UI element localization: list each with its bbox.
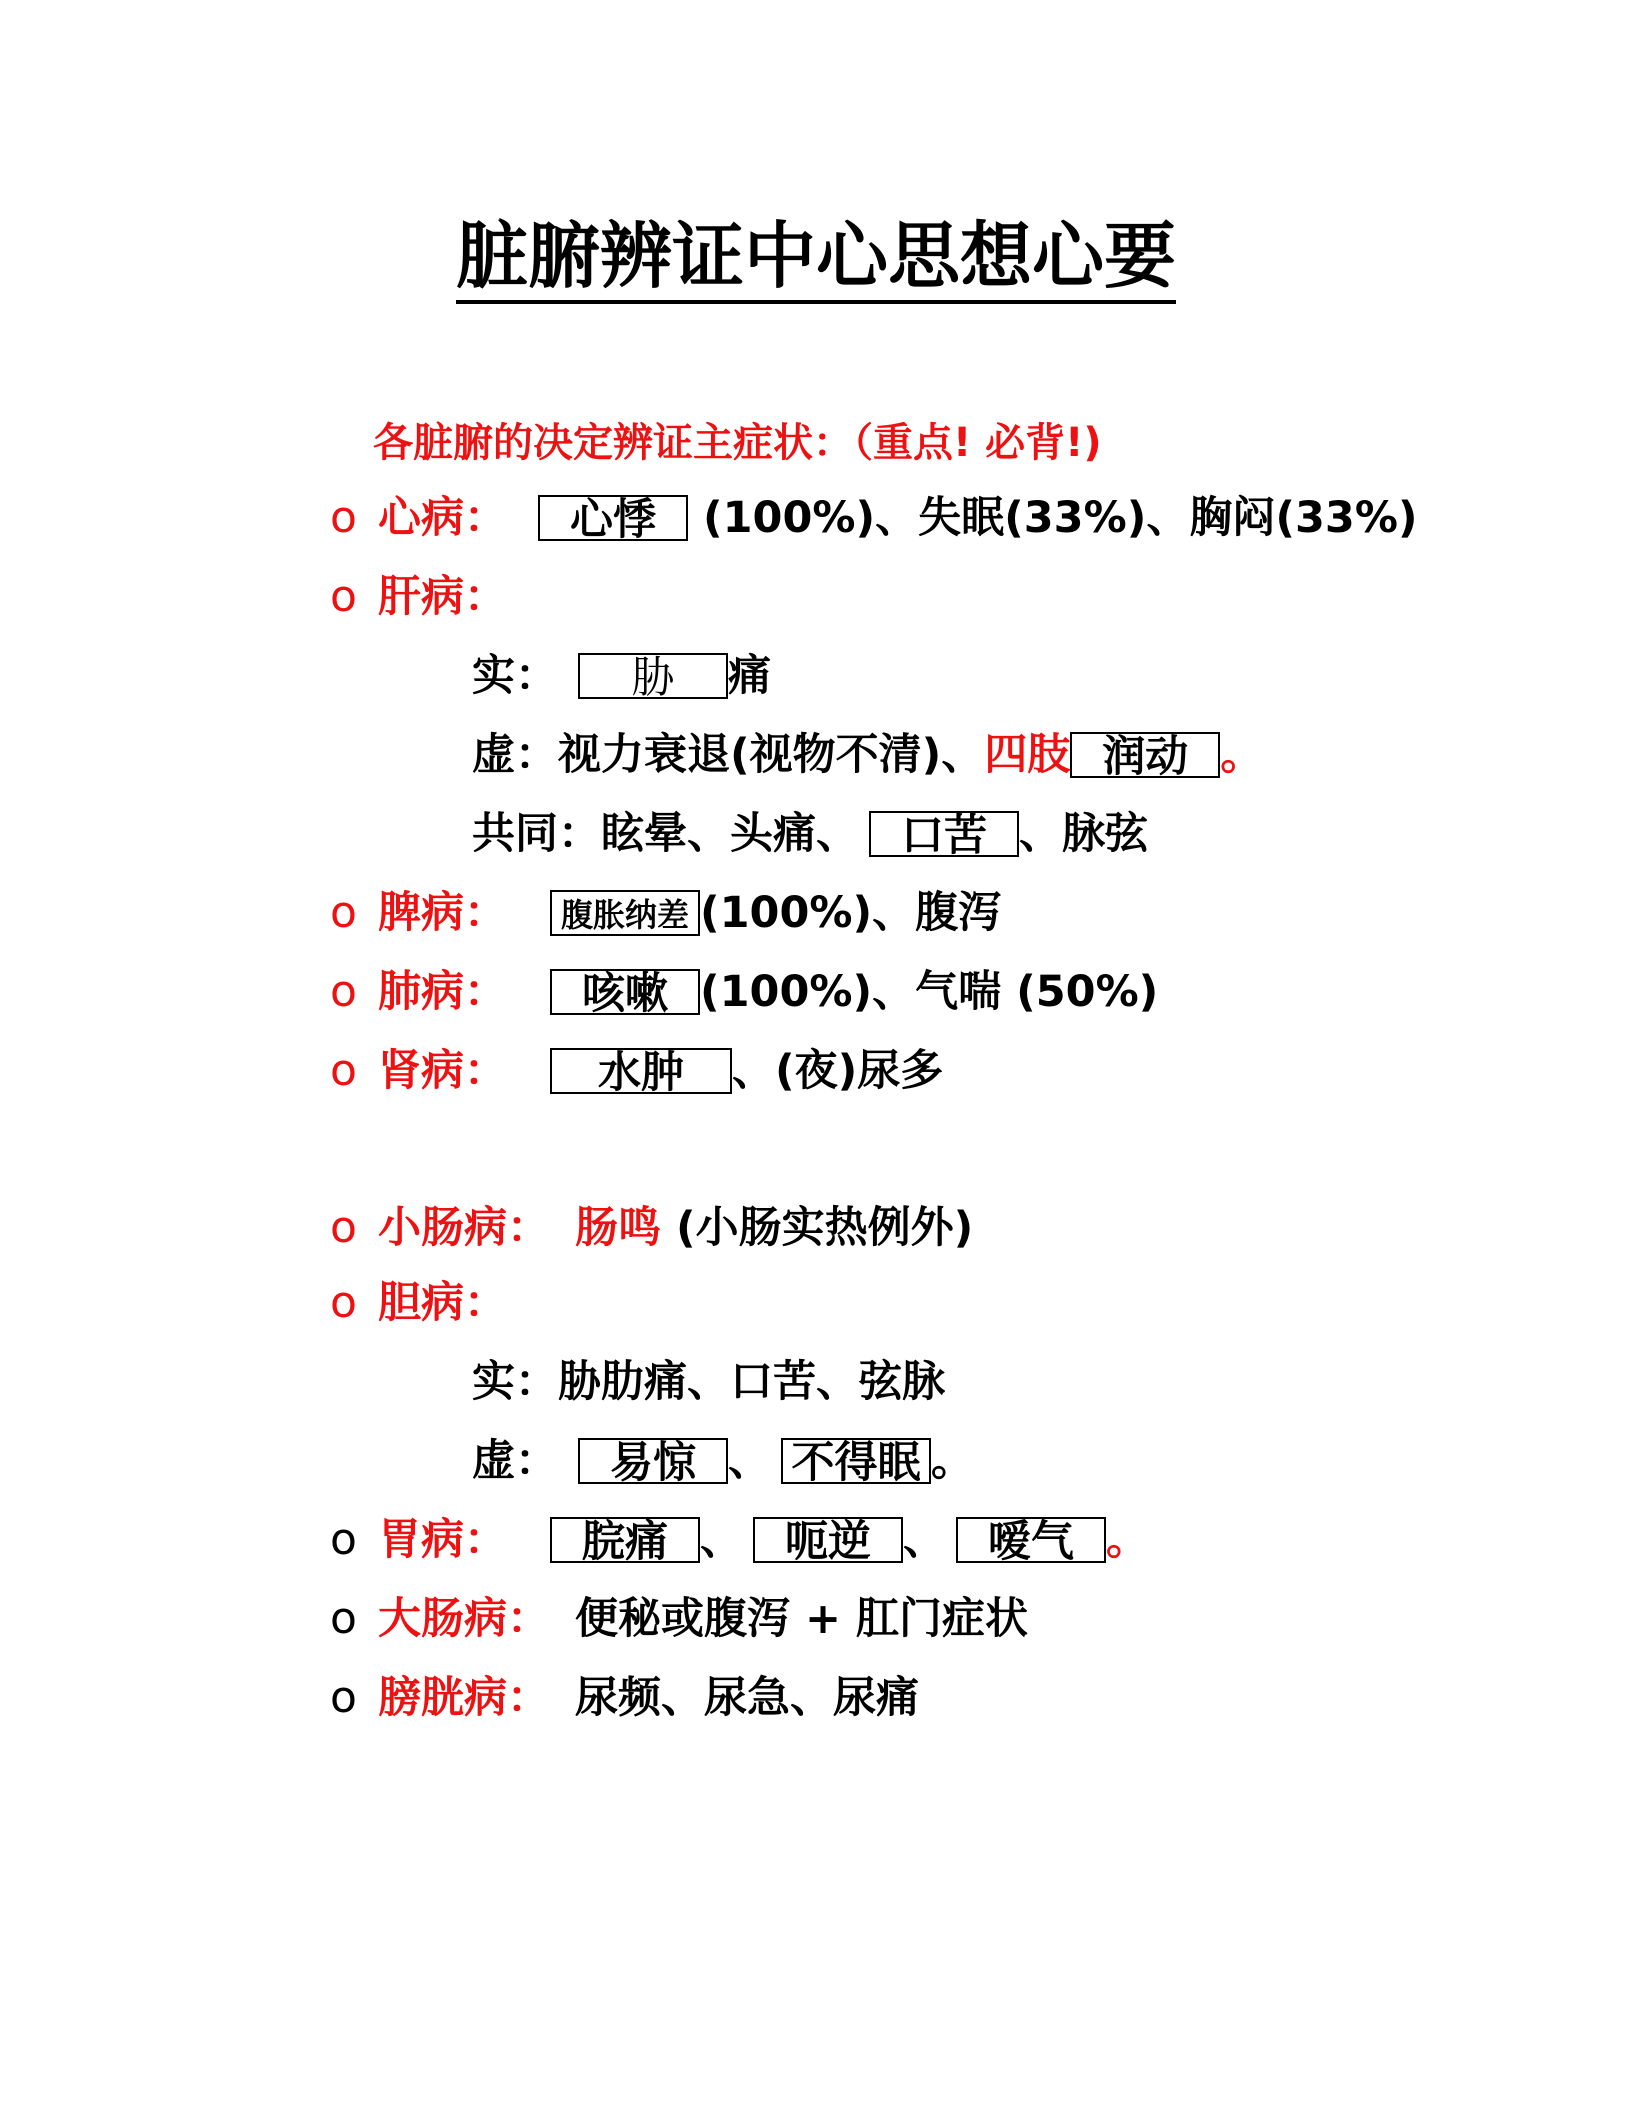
stomach-label: 胃病： xyxy=(378,1515,507,1565)
gallbladder-xu-end: 。 xyxy=(931,1436,974,1486)
bullet-icon: o xyxy=(330,1672,357,1723)
heart-answer-box: 心悸 xyxy=(538,495,688,541)
gallbladder-xu-sep: 、 xyxy=(728,1436,771,1486)
lung-line xyxy=(330,962,1158,1022)
kidney-answer-box: 水肿 xyxy=(550,1048,732,1094)
small-intestine-red: 肠鸣 xyxy=(574,1203,661,1253)
bullet-icon: o xyxy=(330,1202,357,1253)
gallbladder-shi-line xyxy=(472,1352,945,1412)
stomach-box1: 脘痛 xyxy=(550,1517,700,1563)
large-intestine-label: 大肠病： xyxy=(378,1594,550,1644)
large-intestine-text: 便秘或腹泻 + 肛门症状 xyxy=(574,1594,1028,1644)
stomach-box3: 嗳气 xyxy=(956,1517,1106,1563)
spleen-answer-box: 腹胀纳差 xyxy=(550,890,700,936)
liver-shi-label: 实： xyxy=(472,651,558,701)
liver-line xyxy=(330,567,507,627)
bullet-icon: o xyxy=(330,1514,357,1565)
small-intestine-rest: (小肠实热例外) xyxy=(675,1203,974,1253)
gallbladder-xu-box2: 不得眠 xyxy=(781,1438,931,1484)
liver-shi-rest: 痛 xyxy=(728,651,771,701)
bladder-line xyxy=(330,1668,919,1728)
bladder-text: 尿频、尿急、尿痛 xyxy=(574,1673,919,1723)
lung-answer-box: 咳嗽 xyxy=(550,969,700,1015)
gallbladder-xu-line xyxy=(472,1431,974,1491)
stomach-end: 。 xyxy=(1105,1515,1149,1565)
bullet-icon: o xyxy=(330,887,357,938)
liver-label: 肝病： xyxy=(378,572,507,622)
large-intestine-line xyxy=(330,1589,1028,1649)
bullet-icon: o xyxy=(330,1593,357,1644)
bullet-icon: o xyxy=(330,966,357,1017)
liver-common-rest: 、脉弦 xyxy=(1019,809,1148,859)
kidney-line xyxy=(330,1041,943,1101)
gallbladder-label: 胆病： xyxy=(378,1278,507,1328)
spleen-line xyxy=(330,883,1001,943)
bullet-icon: o xyxy=(330,571,357,622)
kidney-rest: 、(夜)尿多 xyxy=(731,1046,944,1096)
liver-common-label: 共同： xyxy=(472,809,601,859)
liver-shi-box: 胁 xyxy=(578,653,728,699)
liver-xu-line xyxy=(472,725,1263,785)
lung-rest: (100%)、气喘 (50%) xyxy=(699,967,1159,1017)
heart-line xyxy=(330,488,1418,548)
small-intestine-line xyxy=(330,1198,973,1258)
kidney-label: 肾病： xyxy=(378,1046,507,1096)
liver-xu-label: 虚： xyxy=(472,730,558,780)
liver-xu-end: 。 xyxy=(1220,730,1264,780)
liver-xu-text: 视力衰退(视物不清)、 xyxy=(558,730,985,780)
liver-common-line xyxy=(472,804,1148,864)
liver-common-text: 眩晕、头痛、 xyxy=(601,809,859,859)
liver-xu-box: 润动 xyxy=(1070,732,1220,778)
lung-label: 肺病： xyxy=(378,967,507,1017)
small-intestine-label: 小肠病： xyxy=(378,1203,550,1253)
bullet-icon: o xyxy=(330,1045,357,1096)
gallbladder-xu-label: 虚： xyxy=(472,1436,558,1486)
subtitle: 各脏腑的决定辨证主症状：（重点! 必背!) xyxy=(373,420,1102,466)
stomach-box2: 呃逆 xyxy=(753,1517,903,1563)
liver-shi-line xyxy=(472,646,771,706)
heart-label: 心病： xyxy=(378,493,507,543)
gallbladder-line xyxy=(330,1273,507,1333)
gallbladder-shi-text: 胁肋痛、口苦、弦脉 xyxy=(558,1357,945,1407)
spleen-rest: (100%)、腹泻 xyxy=(699,888,1002,938)
liver-common-box: 口苦 xyxy=(869,811,1019,857)
stomach-sep1: 、 xyxy=(699,1515,743,1565)
stomach-line xyxy=(330,1510,1149,1570)
gallbladder-xu-box1: 易惊 xyxy=(578,1438,728,1484)
bullet-icon: o xyxy=(330,1277,357,1328)
bullet-icon: o xyxy=(330,492,357,543)
liver-xu-red: 四肢 xyxy=(984,730,1071,780)
bladder-label: 膀胱病： xyxy=(378,1673,550,1723)
spleen-label: 脾病： xyxy=(378,888,507,938)
heart-rest: (100%)、失眠(33%)、胸闷(33%) xyxy=(702,493,1418,543)
page-title: 脏腑辨证中心思想心要 xyxy=(0,208,1632,304)
stomach-sep2: 、 xyxy=(902,1515,946,1565)
gallbladder-shi-label: 实： xyxy=(472,1357,558,1407)
